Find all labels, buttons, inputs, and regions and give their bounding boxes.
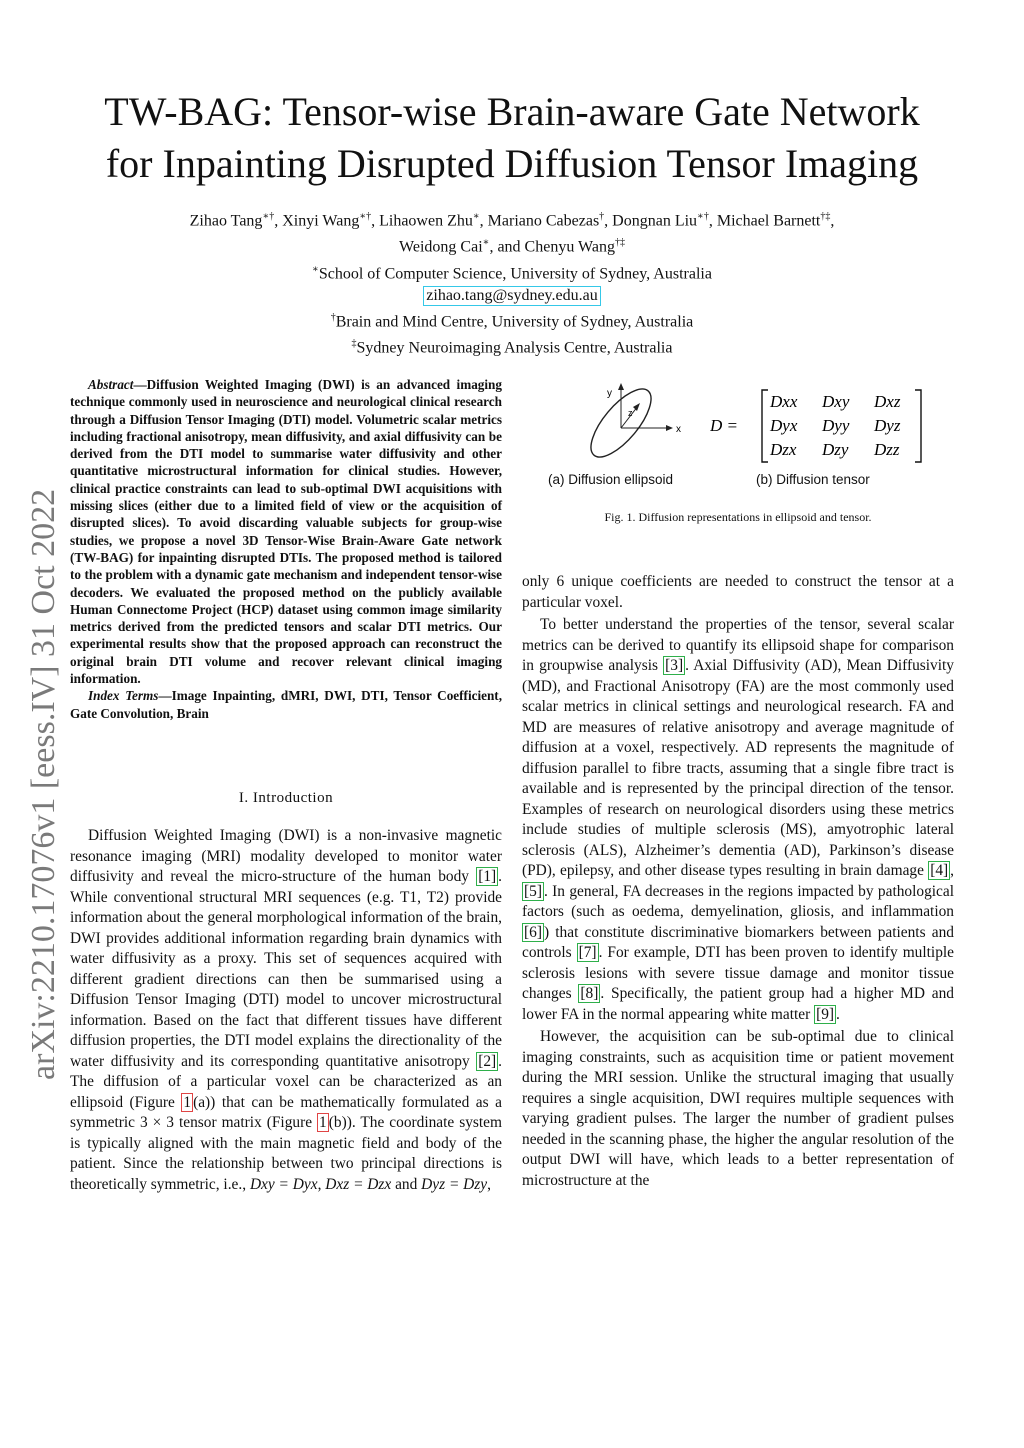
- affiliation-3: [100, 333, 924, 359]
- affiliation-text: School of Computer Science, University of Sydney, Australia: [318, 264, 712, 282]
- equation: Dxz = Dzx: [325, 1175, 392, 1193]
- affiliation-mark: ∗†: [262, 211, 275, 222]
- figure-ref-link[interactable]: 1: [319, 1114, 327, 1131]
- author-name: Weidong Cai: [399, 238, 483, 256]
- equation: Dyz = Dzy: [421, 1175, 488, 1193]
- matrix-cell: Dxz: [874, 392, 901, 411]
- affiliation-1: [100, 259, 924, 285]
- matrix-cell: Dxx: [770, 392, 798, 411]
- citation-link[interactable]: [1]: [478, 868, 497, 885]
- author-line-1: [100, 206, 924, 232]
- author-name: , Dongnan Liu: [604, 212, 698, 230]
- figure-1: [522, 378, 954, 528]
- subcaption-b: (b) Diffusion tensor: [756, 472, 870, 487]
- matrix-cell: Dzz: [874, 440, 900, 459]
- citation-link[interactable]: [4]: [930, 862, 949, 879]
- matrix-cell: Dzx: [770, 440, 797, 459]
- introduction-body: [70, 826, 502, 1197]
- author-name: , and Chenyu Wang: [489, 238, 615, 256]
- affiliation-mark: †: [599, 211, 605, 222]
- matrix-cell: Dyx: [770, 416, 798, 435]
- index-terms: [70, 687, 502, 722]
- affiliation-mark: ∗: [482, 237, 490, 249]
- affiliation-mark: †: [330, 311, 336, 323]
- left-bracket: [762, 390, 768, 462]
- author-name: , Michael Barnett: [708, 212, 821, 230]
- citation-link[interactable]: [8]: [580, 985, 599, 1002]
- abstract-text: —Diffusion Weighted Imaging (DWI) is an advanced imaging technique commonly used in neuroscience and neurological clinical research through a Diffusion Tensor Imaging (DTI) model. Volumetric scalar metrics including fractional anisotropy, mean diffusivity, and axial diffusivity can be derived from the DTI model to summarise water diffusivity and other quantitative microstructural information for clinical studies. However, clinical practice constraints can lead to sub-optimal DWI acquisitions with missing slices (either due to a limited field of view or the acquisition of disrupted slices). To avoid discarding valuable subjects for group-wise studies, we propose a novel 3D Tensor-Wise Brain-Aware Gate network (TW-BAG) for inpainting disrupted DTIs. The proposed method is tailored to the problem with a dynamic gate mechanism and independent tensor-wise decoders. We evaluated the proposed method on the publicly available Human Connectome Project (HCP) dataset using common image similarity metrics derived from the predicted tensors and scalar DTI metrics. Our experimental results show that the proposed approach can reconstruct the original brain DTI volume and recover relevant clinical imaging information.: [70, 377, 502, 687]
- arxiv-identifier: arXiv:2210.17076v1 [eess.IV] 31 Oct 2022: [25, 488, 62, 1080]
- matrix-cell: Dzy: [822, 440, 849, 459]
- email-line: [100, 285, 924, 307]
- author-name: , Xinyi Wang: [274, 212, 360, 230]
- section-heading: I. Introduction: [238, 790, 334, 806]
- diffusion-tensor-matrix: [710, 386, 940, 466]
- affiliation-mark: ∗: [472, 211, 480, 222]
- author-block: [100, 206, 924, 360]
- citation-link[interactable]: [9]: [816, 1005, 835, 1023]
- citation-link[interactable]: [5]: [524, 882, 542, 900]
- axis-label-x: x: [676, 424, 681, 435]
- affiliation-mark: ∗†: [359, 211, 372, 222]
- figure-ref-link[interactable]: 1: [183, 1093, 192, 1111]
- axis-label-y: y: [607, 388, 612, 399]
- diffusion-ellipsoid-figure: [566, 378, 716, 468]
- matrix-cell: Dyy: [822, 416, 850, 435]
- affiliation-text: Brain and Mind Centre, University of Sydney, Australia: [335, 313, 694, 331]
- figure-caption: Fig. 1. Diffusion representations in ellipsoid and tensor.: [604, 510, 872, 524]
- title-line-1: TW-BAG: Tensor-wise Brain-aware Gate Network: [104, 89, 920, 134]
- abstract-paragraph: [70, 376, 502, 687]
- matrix-lhs: D =: [710, 416, 738, 435]
- citation-link[interactable]: [6]: [524, 923, 542, 941]
- continued-paragraph: only 6 unique coefficients are needed to construct the tensor at a particular voxel.: [522, 573, 954, 611]
- axis-label-z: z: [628, 408, 633, 418]
- right-bracket: [915, 390, 921, 462]
- author-name: , Lihaowen Zhu: [371, 212, 473, 230]
- title-line-2: for Inpainting Disrupted Diffusion Tensor Imaging: [105, 141, 919, 186]
- affiliation-text: Sydney Neuroimaging Analysis Centre, Australia: [356, 339, 673, 357]
- affiliation-mark: ‡: [351, 338, 357, 350]
- index-terms-label: Index Terms: [88, 688, 159, 704]
- affiliation-mark: ∗: [312, 263, 319, 275]
- equation: Dxy = Dyx: [249, 1175, 318, 1193]
- citation-link[interactable]: [3]: [665, 657, 684, 674]
- matrix-cell: Dyz: [874, 416, 901, 435]
- index-terms-text: —Image Inpainting, dMRI, DWI, DTI, Tensor Coefficient, Gate Convolution, Brain: [70, 688, 502, 721]
- affiliation-2: [100, 307, 924, 333]
- author-line-2: [100, 232, 924, 258]
- right-column-body: [522, 572, 954, 1193]
- author-name: , Mariano Cabezas: [479, 212, 600, 230]
- citation-link[interactable]: [2]: [478, 1052, 497, 1070]
- separator: ,: [830, 212, 835, 230]
- citation-link[interactable]: [7]: [578, 944, 597, 961]
- affiliation-mark: †‡: [614, 237, 625, 249]
- intro-paragraph: Diffusion Weighted Imaging (DWI) is a non-invasive magnetic resonance imaging (MRI) modality developed to monitor water diffusivity and reveal the micro-structure of the human body [1] . While conventional structural MRI sequences (e.g. T1, T2) provide information about the general morphological information of the brain, DWI provides additional information regarding brain dynamics with water diffusivity as a proxy. This set of sequences acquired with different gradient directions can then be summarised using a Diffusion Tensor Imaging (DTI) model to uncover microstructural information. Based on the fact that different tissues have different diffusion properties, the DTI model explains the directionality of the water diffusivity and its corresponding quantitative anisotropy [2] . The diffusion of a particular voxel can be characterized as an ellipsoid (Figure 1 (a)) that can be mathematically formulated as a symmetric 3 × 3 tensor matrix (Figure 1 (b)). The coordinate system is typically aligned with the main magnetic field and body of the patient. Since the relationship between two principal directions is theoretically symmetric, i.e., Dxy = Dyx, Dxz = Dzx and Dyz = Dzy,: [70, 827, 502, 1193]
- abstract-label: Abstract: [88, 377, 134, 392]
- subcaption-a: (a) Diffusion ellipsoid: [548, 472, 674, 487]
- matrix-cell: Dxy: [822, 392, 850, 411]
- acquisition-paragraph: However, the acquisition can be sub-optimal due to clinical imaging constraints, such as acquisition time or patient movement during the MRI session. Unlike the structural imaging that usually requires a single acquisition, DWI requires multiple sequences with varying gradient pulses. The larger the number of gradient pulses needed in the scanning phase, the higher the angular resolution of the output DWI will have, which leads to a better representation of microstructure at the: [522, 1028, 954, 1189]
- affiliation-mark: †‡: [820, 211, 831, 222]
- paper-title: [60, 86, 964, 190]
- email-link[interactable]: zihao.tang@sydney.edu.au: [423, 286, 600, 306]
- metrics-paragraph: To better understand the properties of the tensor, several scalar metrics can be derived to quantify its ellipsoid shape for comparison in groupwise analysis [3] . Axial Diffusivity (AD), Mean Diffusivity (MD), and Fractional Anisotropy (FA) are the most commonly used scalar metrics in clinical settings and neurological research. FA and MD are measures of relative anisotropy and average magnitude of diffusion at a voxel, respectively. AD represents the magnitude of diffusion parallel to fibre tracts, assuming that a single fibre tract is available and is represented by the principal direction of the tensor. Examples of research on neurological disorders using these metrics include studies of multiple sclerosis (MS), amyotrophic lateral sclerosis (ALS), Alzheimer’s dementia (AD), Parkinson’s disease (PD), epilepsy, and other disease types resulting in brain damage [4] , [5] . In general, FA decreases in the regions impacted by pathological factors (such as oedema, demyelination, gliosis, and inflammation [6] ) that constitute discriminative biomarkers between patients and controls [7] . For example, DTI has been proven to identify multiple sclerosis lesions with severe tissue damage and monitor tissue changes [8] . Specifically, the patient group had a higher MD and lower FA in the normal appearing white matter [9] .: [522, 616, 955, 1023]
- abstract: [70, 376, 502, 722]
- affiliation-mark: ∗†: [697, 211, 709, 222]
- author-name: Zihao Tang: [189, 212, 263, 230]
